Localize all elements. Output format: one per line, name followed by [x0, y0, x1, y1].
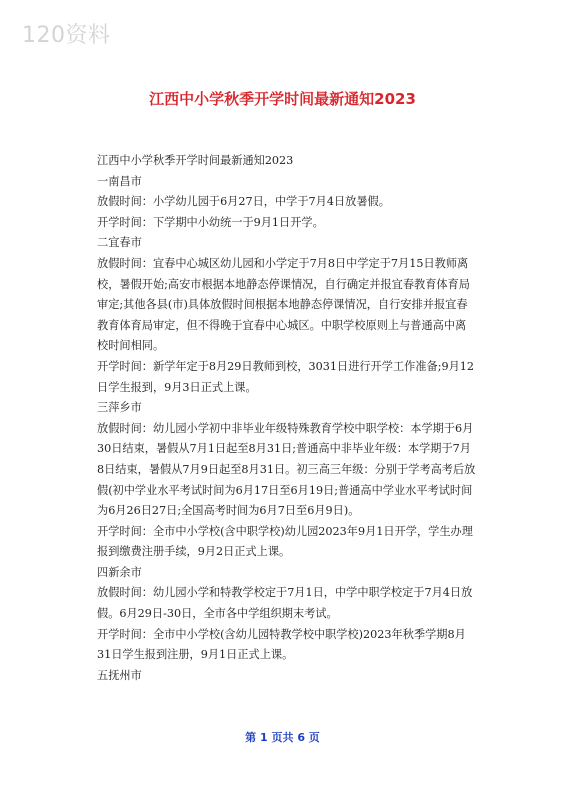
section-heading: 一南昌市: [97, 174, 142, 188]
paragraph: 开学时间：新学年定于8月29日教师到校，3031日进行开学工作准备;9月12日学生报到，9月3日正式上课。: [97, 359, 475, 394]
section-heading: 四新余市: [97, 565, 142, 579]
paragraph: 开学时间：下学期中小幼统一于9月1日开学。: [97, 215, 324, 229]
paragraph: 放假时间：宜春中心城区幼儿园和小学定于7月8日中学定于7月15日教师离校，暑假开始;高安市根据本地静态停课情况，自行确定并报宜春教育体育局审定;其他各县(市)具体放假时间根据本地静态停课情况，自行安排并报宜春教育体育局审定，但不得晚于宜春中心城区。中职学校原则上与普通高中离校时间相同。: [97, 256, 470, 353]
page-number: 第 1 页共 6 页: [245, 731, 320, 744]
paragraph: 放假时间：幼儿园小学和特教学校定于7月1日，中学中职学校定于7月4日放假。6月29日-30日，全市各中学组织期末考试。: [97, 586, 473, 621]
section-heading: 三萍乡市: [97, 401, 142, 415]
paragraph: 开学时间：全市中小学校(含中职学校)幼儿园2023年9月1日开学，学生办理报到缴费注册手续，9月2日正式上课。: [97, 524, 473, 559]
paragraph: 开学时间：全市中小学校(含幼儿园特教学校中职学校)2023年秋季学期8月31日学生报到注册，9月1日正式上课。: [97, 627, 466, 662]
document-body: [97, 151, 477, 686]
document-title: 江西中小学秋季开学时间最新通知2023: [149, 90, 416, 108]
paragraph: 放假时间：幼儿园小学初中非毕业年级特殊教育学校中职学校：本学期于6月30日结束，暑假从7月1日起至8月31日;普通高中非毕业年级：本学期于7月8日结束，暑假从7月9日起至8月31日。初三高三年级：分别于学考高考后放假(初中学业水平考试时间为6月17日至6月19日;普通高中学业水平考试时间为6月26日27日;全国高考时间为6月7日至6月9日)。: [97, 421, 476, 518]
paragraph: 放假时间：小学幼儿园于6月27日，中学于7月4日放暑假。: [97, 195, 390, 209]
watermark: 120资料: [22, 23, 111, 48]
section-heading: 五抚州市: [97, 668, 142, 682]
paragraph: 江西中小学秋季开学时间最新通知2023: [97, 154, 294, 167]
section-heading: 二宜春市: [97, 236, 142, 250]
